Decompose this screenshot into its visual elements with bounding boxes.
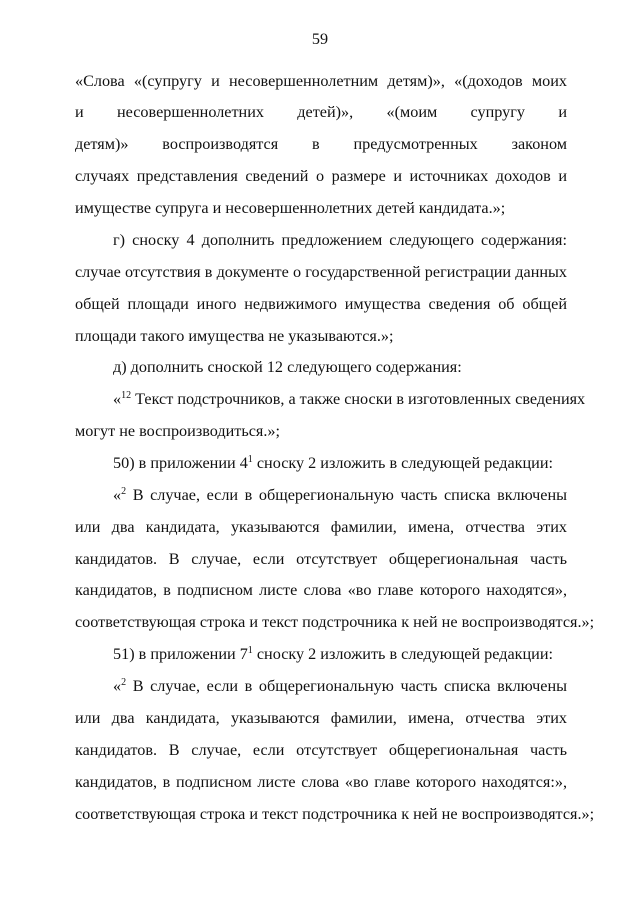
quote-open: « xyxy=(113,677,122,695)
item-number: 50) xyxy=(113,454,135,472)
item-51-line xyxy=(113,644,567,664)
text-line: и несовершеннолетних детей)», «(моим супругу и xyxy=(75,103,567,121)
superscript: 1 xyxy=(247,454,253,465)
footnote-2-line xyxy=(113,676,567,696)
footnote-2-line xyxy=(113,485,567,505)
text-line: имуществе супруга и несовершеннолетних детей кандидата.»; xyxy=(75,199,506,217)
footnote-marker: 2 xyxy=(121,486,127,497)
footnote-marker: 2 xyxy=(121,677,127,688)
item-50-line xyxy=(113,453,567,473)
text-fragment: Текст подстрочников, а также сноски в изготовленных сведениях xyxy=(135,390,586,408)
text-line: кандидатов, в подписном листе слова «во главе которого находятся:», xyxy=(75,773,567,791)
text-line: случаях представления сведений о размере и источниках доходов и xyxy=(75,167,567,185)
text-fragment: сноску 2 изложить в следующей редакции: xyxy=(256,645,554,663)
appendix-number: 4 xyxy=(239,454,248,472)
text-line: д) дополнить сноской 12 следующего содержания: xyxy=(113,358,462,376)
quote-open: « xyxy=(113,486,122,504)
item-number: 51) xyxy=(113,645,135,663)
text-fragment: В случае, если в общерегиональную часть списка включены xyxy=(132,677,567,695)
text-line: кандидатов. В случае, если отсутствует общерегиональная часть xyxy=(75,741,567,759)
text-fragment: в приложении xyxy=(138,454,236,472)
footnote-12-line xyxy=(113,389,586,409)
appendix-number: 7 xyxy=(239,645,248,663)
text-line: «Слова «(супругу и несовершеннолетним детям)», «(доходов моих xyxy=(75,72,567,90)
text-line: кандидатов. В случае, если отсутствует общерегиональная часть xyxy=(75,550,567,568)
text-line: детям)» воспроизводятся в предусмотренных законом xyxy=(75,135,567,153)
page-number: 59 xyxy=(311,30,329,48)
text-line: общей площади иного недвижимого имущества сведения об общей xyxy=(75,295,567,313)
text-line: кандидатов, в подписном листе слова «во главе которого находятся», xyxy=(75,581,567,599)
text-line: могут не воспроизводиться.»; xyxy=(75,422,280,440)
text-line: г) сноску 4 дополнить предложением следующего содержания: xyxy=(113,231,567,249)
text-line: или два кандидата, указываются фамилии, имена, отчества этих xyxy=(75,518,567,536)
footnote-marker: 12 xyxy=(121,390,132,401)
text-fragment: сноску 2 изложить в следующей редакции: xyxy=(256,454,554,472)
text-fragment: в приложении xyxy=(138,645,236,663)
text-fragment: В случае, если в общерегиональную часть списка включены xyxy=(132,486,567,504)
text-line: или два кандидата, указываются фамилии, имена, отчества этих xyxy=(75,709,567,727)
text-line: площади такого имущества не указываются.»; xyxy=(75,327,394,345)
text-line: соответствующая строка и текст подстрочника к ней не воспроизводятся.»; xyxy=(75,805,595,823)
quote-open: « xyxy=(113,390,122,408)
text-line: соответствующая строка и текст подстрочника к ней не воспроизводятся.»; xyxy=(75,613,595,631)
text-line: случае отсутствия в документе о государственной регистрации данных xyxy=(75,263,567,281)
superscript: 1 xyxy=(247,645,253,656)
